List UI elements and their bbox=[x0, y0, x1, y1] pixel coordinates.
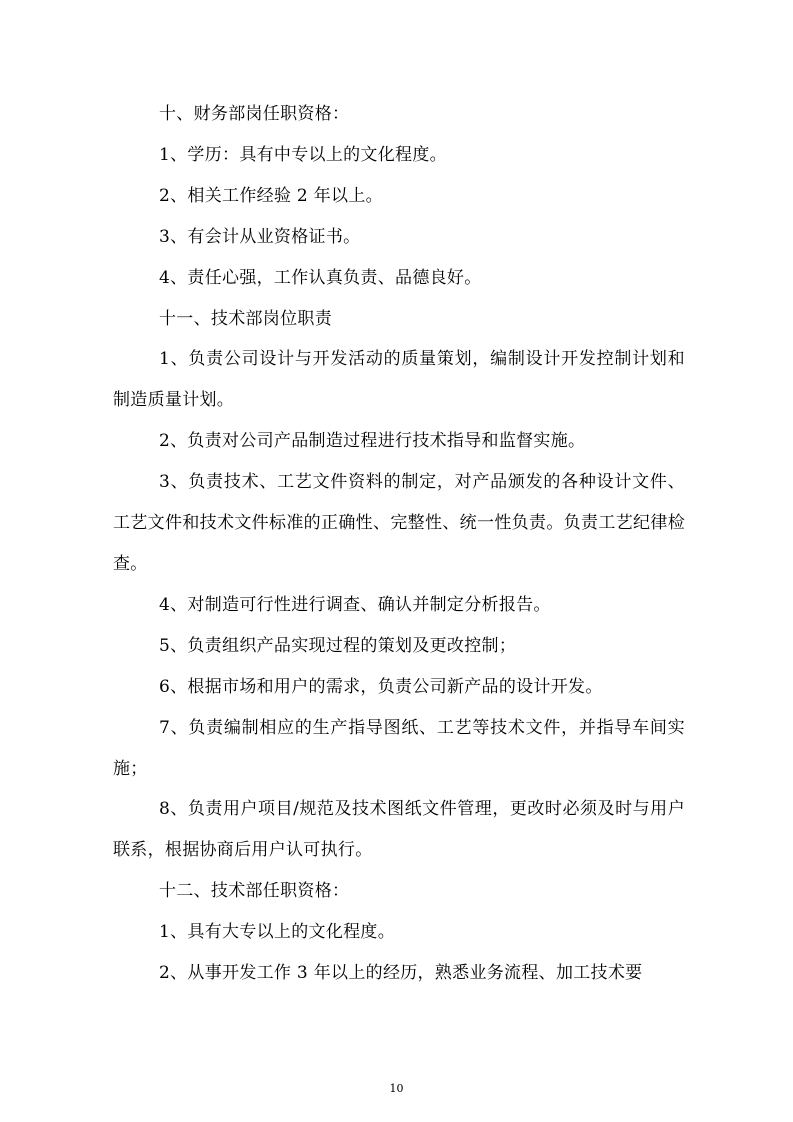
list-item: 2、从事开发工作 3 年以上的经历，熟悉业务流程、加工技术要 bbox=[159, 963, 643, 984]
list-item: 1、学历：具有中专以上的文化程度。 bbox=[159, 144, 447, 165]
section-heading-finance-qualifications: 十、财务部岗任职资格： bbox=[159, 104, 350, 124]
list-item: 8、负责用户项目/规范及技术图纸文件管理，更改时必须及时与用户联系，根据协商后用户认可执行。 bbox=[113, 799, 685, 861]
list-item: 5、负责组织产品实现过程的策划及更改控制； bbox=[159, 635, 517, 656]
page-number: 10 bbox=[389, 1082, 404, 1095]
list-item: 3、有会计从业资格证书。 bbox=[159, 226, 361, 247]
list-item: 4、责任心强，工作认真负责、品德良好。 bbox=[159, 267, 482, 288]
section-heading-tech-qualifications: 十二、技术部任职资格： bbox=[159, 881, 350, 902]
list-item: 4、对制造可行性进行调查、确认并制定分析报告。 bbox=[159, 594, 551, 615]
list-item: 1、具有大专以上的文化程度。 bbox=[159, 922, 396, 943]
document-body bbox=[113, 94, 685, 994]
list-item: 6、根据市场和用户的需求，负责公司新产品的设计开发。 bbox=[159, 676, 603, 697]
section-heading-tech-duties: 十一、技术部岗位职责 bbox=[159, 308, 332, 329]
list-item: 2、相关工作经验 2 年以上。 bbox=[159, 185, 383, 206]
list-item: 7、负责编制相应的生产指导图纸、工艺等技术文件，并指导车间实施； bbox=[113, 717, 685, 779]
list-item: 3、负责技术、工艺文件资料的制定，对产品颁发的各种设计文件、工艺文件和技术文件标准的正确性、完整性、统一性负责。负责工艺纪律检查。 bbox=[113, 472, 685, 574]
list-item: 1、负责公司设计与开发活动的质量策划，编制设计开发控制计划和制造质量计划。 bbox=[113, 349, 685, 411]
list-item: 2、负责对公司产品制造过程进行技术指导和监督实施。 bbox=[159, 431, 586, 452]
